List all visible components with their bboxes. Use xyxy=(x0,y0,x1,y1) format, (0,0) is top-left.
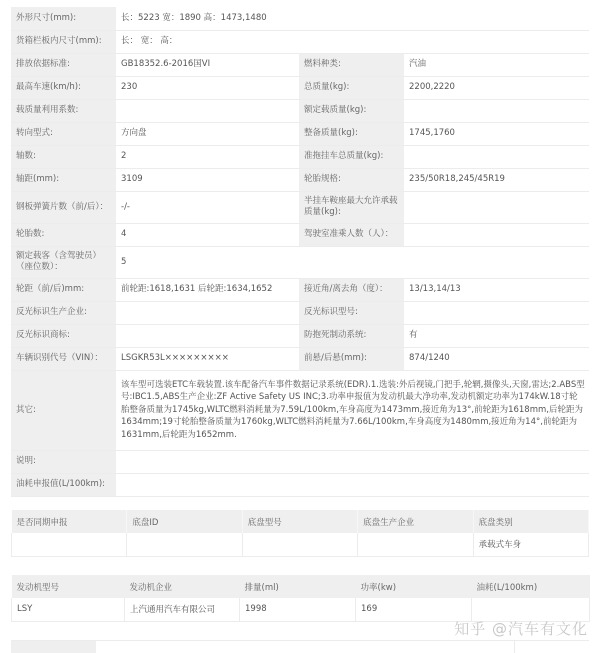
engine-table xyxy=(11,575,590,622)
spec-row-speed xyxy=(11,76,589,99)
spec-value: 235/50R18,245/45R19 xyxy=(404,168,589,191)
chassis-cell xyxy=(358,533,473,556)
table-row xyxy=(12,533,589,556)
spec-value: 2 xyxy=(116,145,299,168)
spec-label: 油耗申报值(L/100km): xyxy=(11,473,116,496)
vehicle-spec-table xyxy=(11,7,589,497)
spec-value xyxy=(116,473,589,496)
chassis-header: 底盘生产企业 xyxy=(358,510,473,533)
chassis-header: 是否同期申报 xyxy=(12,510,127,533)
spec-label: 驾驶室准乘人数（人）： xyxy=(299,223,404,246)
spec-value: 汽油 xyxy=(404,53,589,76)
spec-row-wheelbase xyxy=(11,168,589,191)
engine-header: 功率(kw) xyxy=(356,575,472,598)
spec-label: 额定载质量(kg): xyxy=(299,99,404,122)
spec-value: 3109 xyxy=(116,168,299,191)
spec-row-axles xyxy=(11,145,589,168)
spec-label: 轮距（前/后)mm: xyxy=(11,278,116,301)
spec-row-fuel-consumption xyxy=(11,473,589,496)
engine-header: 发动机型号 xyxy=(12,575,125,598)
spec-value xyxy=(404,223,589,246)
spec-label: 反光标识型号: xyxy=(299,301,404,324)
spec-row-leaf-springs xyxy=(11,191,589,223)
chassis-cell: 承载式车身 xyxy=(473,533,588,556)
spec-value: 4 xyxy=(116,223,299,246)
spec-row-track xyxy=(11,278,589,301)
chassis-cell xyxy=(127,533,242,556)
spec-row-notes xyxy=(11,450,589,473)
chassis-cell xyxy=(12,533,127,556)
spec-value xyxy=(116,450,589,473)
engine-cell: 上汽通用汽车有限公司 xyxy=(125,598,240,621)
spec-value: 5 xyxy=(116,246,589,278)
spec-value xyxy=(116,99,299,122)
spec-row-cargo-dimensions xyxy=(11,30,589,53)
spec-row-tires xyxy=(11,223,589,246)
spec-value: 长：5223 宽：1890 高：1473,1480 xyxy=(116,7,589,30)
spec-value: 该车型可选装ETC车载装置.该车配备汽车事件数据记录系统(EDR).1.选装:外后视镜,门把手,轮辋,摄像头,天窗,雷达;2.ABS型号:IBC1.5,ABS生产企业:ZF Active Safety US INC;3.功率申报值为发动机最大净功率,发动机额定功率为174kW.18寸轮胎整备质量为1745kg,WLTC燃料消耗量为7.59L/100km,车身高度为1473mm,接近角为13°,前轮距为1618mm,后轮距为1634mm;19寸轮胎整备质量为1760kg,WLTC燃料消耗量为7.66L/100km,车身高度为1480mm,接近角为14°,前轮距为1631mm,后轮距为1652mm. xyxy=(116,370,589,450)
spec-row-reflector-maker xyxy=(11,301,589,324)
spec-label: 接近角/离去角（度）： xyxy=(299,278,404,301)
spec-value: 前轮距:1618,1631 后轮距:1634,1652 xyxy=(116,278,299,301)
partial-value-cell xyxy=(514,641,589,653)
spec-value: LSGKR53L××××××××× xyxy=(116,347,299,370)
chassis-table xyxy=(11,510,589,557)
engine-cell: 169 xyxy=(356,598,472,621)
spec-label: 车辆识别代号（VIN）： xyxy=(11,347,116,370)
spec-label: 轮胎规格: xyxy=(299,168,404,191)
spec-label: 排放依据标准: xyxy=(11,53,116,76)
spec-value xyxy=(404,145,589,168)
engine-cell: 1998 xyxy=(240,598,356,621)
engine-header: 排量(ml) xyxy=(240,575,356,598)
chassis-cell xyxy=(242,533,357,556)
chassis-header: 底盘类别 xyxy=(473,510,588,533)
engine-cell: LSY xyxy=(12,598,125,621)
spec-label: 总质量(kg): xyxy=(299,76,404,99)
spec-label: 整备质量(kg): xyxy=(299,122,404,145)
spec-label: 载质量利用系数: xyxy=(11,99,116,122)
spec-label: 轮胎数: xyxy=(11,223,116,246)
engine-header: 发动机企业 xyxy=(125,575,240,598)
spec-row-load-coef xyxy=(11,99,589,122)
spec-value: 13/13,14/13 xyxy=(404,278,589,301)
partial-table-row xyxy=(11,640,589,653)
spec-row-other xyxy=(11,370,589,450)
spec-value: GB18352.6-2016国VI xyxy=(116,53,299,76)
spec-label: 货箱栏板内尺寸(mm): xyxy=(11,30,116,53)
chassis-header: 底盘ID xyxy=(127,510,242,533)
spec-row-vin xyxy=(11,347,589,370)
spec-row-reflector-brand xyxy=(11,324,589,347)
spec-value: 874/1240 xyxy=(404,347,589,370)
spec-value: 230 xyxy=(116,76,299,99)
spec-value: 方向盘 xyxy=(116,122,299,145)
spec-row-dimensions xyxy=(11,7,589,30)
spec-value xyxy=(404,99,589,122)
spec-label: 其它: xyxy=(11,370,116,450)
spec-row-steering xyxy=(11,122,589,145)
spec-label: 前悬/后悬(mm): xyxy=(299,347,404,370)
spec-label: 反光标识生产企业: xyxy=(11,301,116,324)
spec-value: -/- xyxy=(116,191,299,223)
spec-label: 轴距(mm): xyxy=(11,168,116,191)
spec-value: 长： 宽： 高： xyxy=(116,30,589,53)
spec-label: 外形尺寸(mm): xyxy=(11,7,116,30)
spec-value xyxy=(404,191,589,223)
spec-label: 燃料种类: xyxy=(299,53,404,76)
spec-label: 额定载客（含驾驶员）（座位数）： xyxy=(11,246,116,278)
spec-label: 防抱死制动系统: xyxy=(299,324,404,347)
spec-label: 最高车速(km/h): xyxy=(11,76,116,99)
spec-row-seats xyxy=(11,246,589,278)
spec-label: 准拖挂车总质量(kg): xyxy=(299,145,404,168)
spec-label: 钢板弹簧片数（前/后）： xyxy=(11,191,116,223)
spec-label: 半挂车鞍座最大允许承载质量(kg): xyxy=(299,191,404,223)
spec-label: 轴数: xyxy=(11,145,116,168)
spec-label: 转向型式: xyxy=(11,122,116,145)
spec-value xyxy=(404,301,589,324)
spec-value xyxy=(116,301,299,324)
spec-value: 2200,2220 xyxy=(404,76,589,99)
spec-label: 说明: xyxy=(11,450,116,473)
engine-header: 油耗(L/100km) xyxy=(472,575,590,598)
spec-row-emission xyxy=(11,53,589,76)
partial-label-cell xyxy=(11,641,96,653)
spec-value: 1745,1760 xyxy=(404,122,589,145)
spec-value: 有 xyxy=(404,324,589,347)
chassis-header: 底盘型号 xyxy=(242,510,357,533)
watermark: 知乎 @汽车有文化 xyxy=(454,620,588,638)
spec-label: 反光标识商标: xyxy=(11,324,116,347)
spec-value xyxy=(116,324,299,347)
